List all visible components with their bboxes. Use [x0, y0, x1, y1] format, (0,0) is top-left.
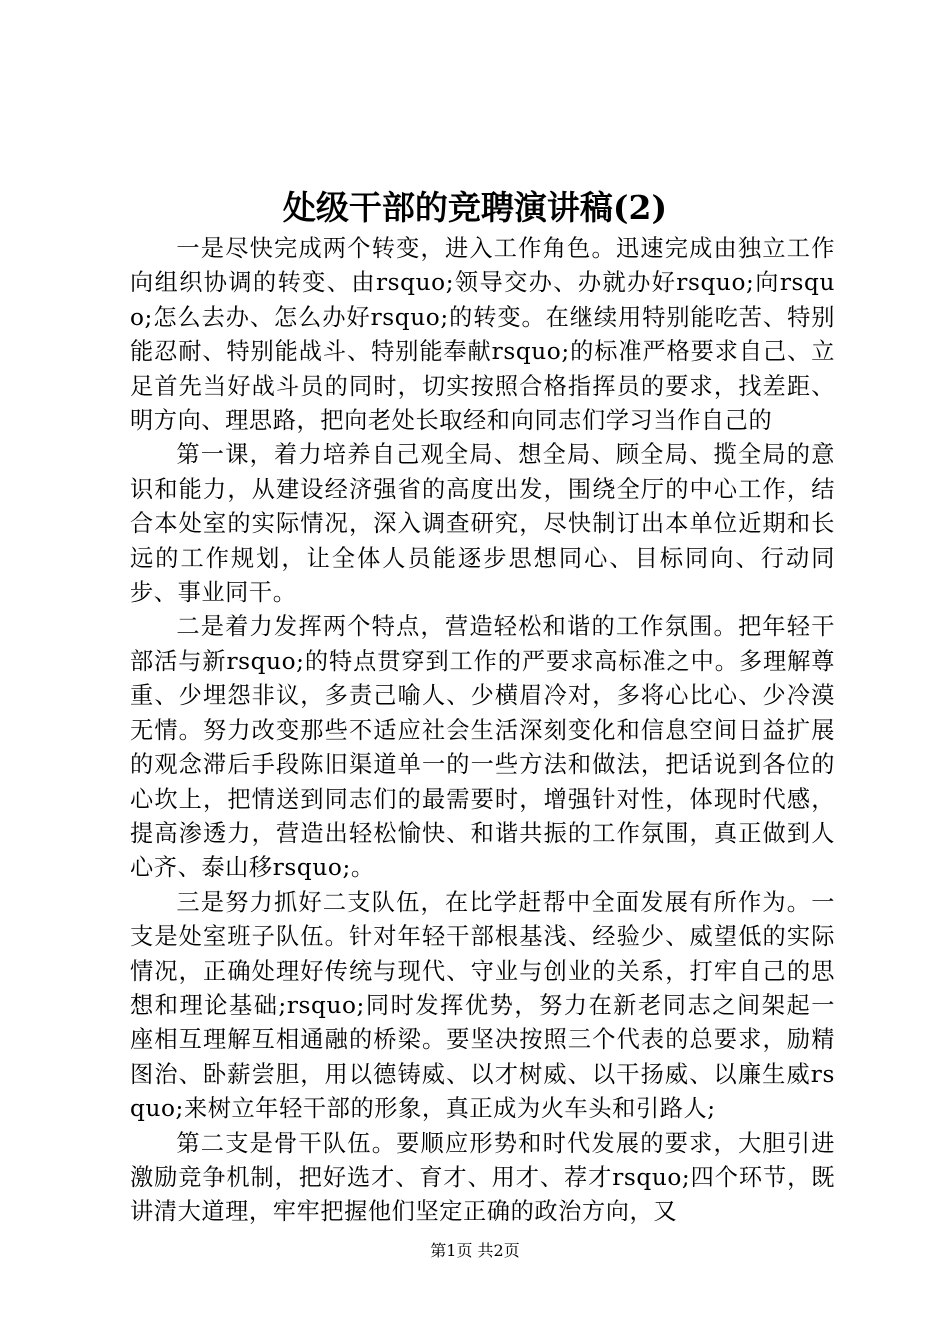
- paragraph: 三是努力抓好二支队伍，在比学赶帮中全面发展有所作为。一支是处室班子队伍。针对年轻干部根基浅、经验少、威望低的实际情况，正确处理好传统与现代、守业与创业的关系，打牢自己的思想和理论基础;rsquo;同时发挥优势，努力在新老同志之间架起一座相互理解互相通融的桥梁。要坚决按照三个代表的总要求，励精图治、卧薪尝胆，用以德铸威、以才树威、以干扬威、以廉生威rsquo;来树立年轻干部的形象，真正成为火车头和引路人;: [130, 888, 835, 1123]
- document-title: 处级干部的竞聘演讲稿(2): [282, 188, 668, 227]
- page-footer: 第1页 共2页: [430, 1241, 520, 1260]
- paragraph: 二是着力发挥两个特点，营造轻松和谐的工作氛围。把年轻干部活与新rsquo;的特点贯穿到工作的严要求高标准之中。多理解尊重、少埋怨非议，多责己喻人、少横眉冷对，多将心比心、少冷漠无情。努力改变那些不适应社会生活深刻变化和信息空间日益扩展的观念滞后手段陈旧渠道单一的一些方法和做法，把话说到各位的心坎上，把情送到同志们的最需要时，增强针对性，体现时代感，提高渗透力，营造出轻松愉快、和谐共振的工作氛围，真正做到人心齐、泰山移rsquo;。: [130, 613, 835, 882]
- paragraph: 一是尽快完成两个转变，进入工作角色。迅速完成由独立工作向组织协调的转变、由rsquo;领导交办、办就办好rsquo;向rsquo;怎么去办、怎么办好rsquo;的转变。在继续用特别能吃苦、特别能忍耐、特别能战斗、特别能奉献rsquo;的标准严格要求自己、立足首先当好战斗员的同时，切实按照合格指挥员的要求，找差距、明方向、理思路，把向老处长取经和向同志们学习当作自己的: [130, 235, 835, 435]
- document-body: [130, 232, 835, 1230]
- paragraph: 第二支是骨干队伍。要顺应形势和时代发展的要求，大胆引进激励竞争机制，把好选才、育才、用才、荐才rsquo;四个环节，既讲清大道理，牢牢把握他们坚定正确的政治方向，又: [130, 1129, 835, 1226]
- paragraph: 第一课，着力培养自己观全局、想全局、顾全局、揽全局的意识和能力，从建设经济强省的高度出发，围绕全厅的中心工作，结合本处室的实际情况，深入调查研究，尽快制订出本单位近期和长远的工作规划，让全体人员能逐步思想同心、目标同向、行动同步、事业同干。: [130, 441, 835, 607]
